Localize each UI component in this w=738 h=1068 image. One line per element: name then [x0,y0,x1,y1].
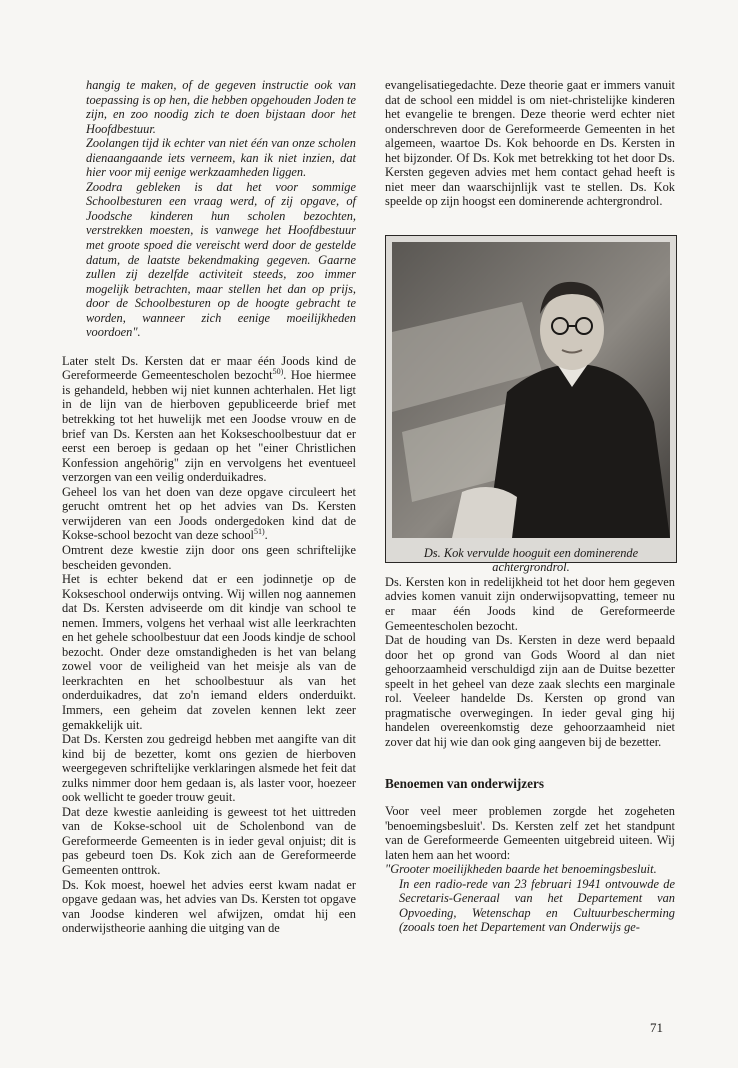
body-paragraph: evangelisatiegedachte. Deze theorie gaat er immers vanuit dat de school een middel is om niet-christelijke kinderen het evangelie te brengen. Deze theorie werd echter niet onderschreven door de Gereformeerde Gemeenten in het algemeen, waartoe Ds. Kok behoorde en Ds. Kersten in het bijzonder. Of Ds. Kok met betrekking tot het door Ds. Kersten gegeven advies met hem contact gehad heeft is niet meer dan waarschijnlijk vast te stellen. Ds. Kok speelde op zijn hoogst een dominerende achtergrondrol. [385,78,675,209]
quote-paragraph: Zoodra gebleken is dat het voor sommige Schoolbesturen een vraag werd, of zij opgave, of Joodsche kinderen hun scholen bezochten, verstrekken moesten, is vanwege het Hoofdbestuur met groote spoed die vereischt werd door de gestelde datum, de laatste bekendmaking gegeven. Gaarne zullen zij dezelfde activiteit steeds, zoo immer mogelijk betrachten, maar stellen het dan op prijs, door de Schoolbesturen op de hoogte gebracht te worden, wanneer zich eenige moeilijkheden voordoen". [86,179,356,340]
right-column [385,78,675,935]
body-paragraph: Dat deze kwestie aanleiding is geweest tot het uittreden van de Kokse-school uit de Scholenbond van de Gereformeerde Gemeenten is in ieder geval onjuist; dit is pas gebeurd toen Ds. Kok zich aan de Gereformeerde Gemeenten onttrok. [62,804,356,877]
quote-paragraph: "Grooter moeilijkheden baarde het benoemingsbesluit. [385,862,657,877]
footnote-marker: 51) [254,527,265,537]
portrait-photo [392,242,670,538]
quote-paragraph: Zoolangen tijd ik echter van niet één van onze scholen dienaangaande iets verneem, kan ik niet inzien, dat hier voor mij eenige werkzaamheden liggen. [86,136,356,180]
body-paragraph [62,485,356,543]
quote-paragraph: In een radio-rede van 23 februari 1941 ontvouwde de Secretaris-Generaal van het Departement van Opvoeding, Wetenschap en Cultuurbescherming (zooals toen het Departement van Onderwijs ge- [399,876,675,935]
left-column [62,78,356,936]
photo-caption: Ds. Kok vervulde hooguit een dominerende achtergrondrol. [423,545,639,575]
body-paragraph: Voor veel meer problemen zorgde het zogeheten 'benoemingsbesluit'. Ds. Kersten zelf zet het standpunt van de Gereformeerde Gemeenten uitgebreid uiteen. Wij laten hem aan het woord: [385,804,675,862]
body-paragraph: Omtrent deze kwestie zijn door ons geen schriftelijke bescheiden gevonden. [62,542,356,572]
quote-paragraph: hangig te maken, of de gegeven instructie ook van toepassing is op hen, die hebben opgehouden Joden te zijn, en zoo noodig zich te doen bijstaan door het Hoofdbestuur. [86,78,356,136]
paragraph-text: . Hoe hiermee is gehandeld, hebben wij niet kunnen achterhalen. Het ligt in de lijn van de hierboven gepubliceerde brief met betrekking tot het huwelijk met een Joodse vrouw en de brief van Ds. Kersten aan het Kokseschoolbestuur dat er eerst een beroep is gedaan op het "einer Christlichen Konfession angehörig" zijn en vervolgens het eventueel verzorgen van een veilig onderduikadres. [62,368,356,485]
body-paragraph: Ds. Kersten kon in redelijkheid tot het door hem gegeven advies komen vanuit zijn onderwijsopvatting, temeer nu er maar één Joods kind de Gereformeerde Gemeentescholen bezocht. [385,574,675,633]
body-paragraph: Het is echter bekend dat er een jodinnetje op de Kokseschool onderwijs ontving. Wij willen nog aannemen dat Ds. Kersten adviseerde om dit kindje van school te nemen. Immers, volgens het verhaal wist alle leerkrachten en het gehele schoolbestuur dat een Joods kindje de school bezocht. Onder deze omstandigheden is het van belang zowel voor de veiligheid van het meisje als van de leerkrachten en het schoolbestuur als van het onderduikadres, dat zo'n iemand elders onderduikt. Immers, een geheim dat zovelen kennen lekt zeer gemakkelijk uit. [62,572,356,732]
portrait-figure [385,235,677,575]
section-heading: Benoemen van onderwijzers [385,776,544,792]
paragraph-text: Later stelt Ds. Kersten dat er maar één Joods kind de Gereformeerde Gemeentescholen bezocht [62,353,356,383]
body-paragraph [62,354,356,485]
page-number: 71 [650,1020,663,1035]
quoted-letter [62,78,356,340]
body-paragraph: Ds. Kok moest, hoewel het advies eerst kwam nadat er opgave gedaan was, het advies van Ds. Kersten tot opgave van Joodse kinderen wel afwijzen, omdat hij een onderwijstheorie aanhing die uitging van de [62,877,356,936]
paragraph-text: . [264,528,268,543]
body-paragraph: Dat Ds. Kersten zou gedreigd hebben met aangifte van dit kind bij de bezetter, komt ons gezien de hierboven weergegeven schriftelijke verklaringen alsmede het feit dat zulks nimmer door hem gedaan is, als laster voor, hoezeer ook wellicht te goeder trouw geuit. [62,732,356,805]
footnote-marker: 50) [272,367,284,377]
paragraph-text: Geheel los van het doen van deze opgave circuleert het gerucht omtrent het op het advies van Ds. Kersten verwijderen van een Joods ondergedoken kind dat de Kokse-school bezocht van deze school [62,484,356,543]
body-paragraph: Dat de houding van Ds. Kersten in deze werd bepaald door het op grond van Gods Woord al dan niet gehoorzaamheid verschuldigd zijn aan de Duitse bezetter speelt in het geheel van deze zaak slechts een marginale rol. Veeleer handelde Ds. Kersten op grond van pragmatische overwegingen. In ieder geval ging hij handelen overeenkomstig deze gehoorzaamheid niet zover dat hij wie dan ook ging aangeven bij de bezetter. [385,633,675,749]
